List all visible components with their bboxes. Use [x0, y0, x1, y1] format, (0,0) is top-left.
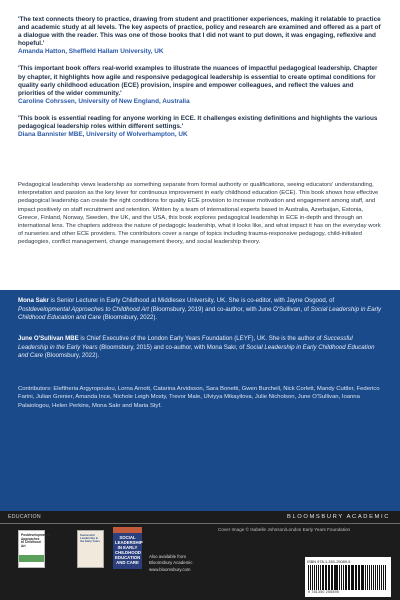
also-available-line: Also available from [149, 554, 187, 559]
barcode-bar [314, 565, 315, 590]
endorsement-text: 'This book is essential reading for anyone working in ECE. It challenges existing definitions and highlights the various pedagogical leadership roles within different settings.' [18, 114, 378, 131]
bio-text: (Bloomsbury, 2022). [101, 314, 158, 321]
barcode-bar [331, 565, 332, 590]
isbn-text: ISBN 978-1-350-25089-5 [307, 559, 351, 564]
book-title: Social Leadership in Early Childhood Education and Care [18, 343, 375, 359]
barcode-bar [308, 565, 309, 590]
barcode-bar [356, 565, 357, 590]
also-available-text [149, 554, 192, 565]
cover-credit: Cover Image © Isabelle Johnson/London Early Years Foundation [218, 527, 351, 532]
barcode-bars [308, 565, 388, 590]
bio-text: is Senior Lecturer in Early Childhood at Middlesex University, UK. She is co-editor, with Jayne Osgood, of [48, 297, 335, 304]
related-book-cover-2 [77, 530, 104, 568]
barcode-bar [325, 565, 326, 590]
barcode-bar [326, 565, 327, 590]
barcode-bar [322, 565, 324, 590]
endorsements [18, 16, 382, 148]
barcode-bar [358, 565, 360, 590]
related-book-title: SOCIAL LEADERSHIP IN EARLY CHILDHOOD EDUCATION AND CARE [115, 535, 143, 565]
bio-text: (Bloomsbury, 2022). [43, 352, 100, 359]
publisher-url: www.bloomsbury.com [149, 567, 191, 572]
endorsement-author: Diana Bannister MBE, University of Wolverhampton, UK [18, 131, 188, 139]
barcode [305, 557, 391, 597]
barcode-bar [318, 565, 319, 590]
book-description: Pedagogical leadership views leadership as something separate from formal authority or qualifications, seeing educators' understanding, interpretation and passion as the key lever for continuous improvement in early childhood education (ECE). This book shows how effective pedagogical leadership can create the right conditions for quality ECE provision to increase motivation and engagement among staff, and impact positively on staff recruitment and retention. Written by a team of international experts based in Australia, Azerbaijan, Estonia, Greece, Finland, Norway, Sweden, the UK, and the USA, this book explores pedagogical leadership in ECE in-depth and through an international lens. The chapters address the nature of pedagogic leadership, what it looks like, and what impact it has on the everyday work of nurseries and other ECE providers. The contributors cover a range of topics including trauma-responsive pedagogy, child-initiated pedagogies, conflict management, change management theory, and social leadership theory. [18, 182, 381, 246]
barcode-bar [385, 565, 386, 590]
barcode-bar [345, 565, 346, 590]
barcode-bar [336, 565, 338, 590]
author-bio-osullivan [18, 335, 382, 361]
endorsement-3 [18, 115, 382, 139]
barcode-bar [371, 565, 373, 590]
barcode-bar [375, 565, 376, 590]
barcode-bar [355, 565, 356, 590]
barcode-bar [316, 565, 318, 590]
barcode-bar [361, 565, 362, 590]
related-book-cover-3 [113, 527, 142, 569]
author-name: June O'Sullivan MBE [18, 335, 79, 342]
bio-text: is Chief Executive of the London Early Years Foundation (LEYF), UK. She is the author of [78, 335, 324, 342]
barcode-bar [381, 565, 383, 590]
barcode-bar [332, 565, 333, 590]
barcode-bar [352, 565, 354, 590]
bio-text: (Bloomsbury, 2015) and co-author, with Mona Sakr, of [97, 343, 247, 351]
barcode-bar [310, 565, 312, 590]
barcode-bar [339, 565, 340, 590]
barcode-bar [312, 565, 313, 590]
barcode-bar [383, 565, 384, 590]
category-label: EDUCATION [8, 514, 41, 520]
book-title: Social Leadership in Early Childhood Education and Care [18, 305, 382, 321]
bio-text: (Bloomsbury, 2019) and co-author, with June O'Sullivan, of [148, 305, 311, 313]
also-available-line: Bloomsbury Academic [149, 559, 193, 565]
barcode-digits: 9 781350 250895 [308, 590, 339, 594]
barcode-bar [351, 565, 352, 590]
related-book-cover-1 [18, 530, 51, 568]
cover-stripe [19, 555, 44, 562]
barcode-bar [328, 565, 330, 590]
barcode-bar [379, 565, 380, 590]
barcode-bar [377, 565, 379, 590]
contributors-list: Contributors: Eleftheria Argyropoulou, Lorna Arnott, Catarina Arvidsson, Sara Bonetti, Gwen Burchell, Nick Corlett, Mandy Cuttler, Federico Farini, Julian Grenier, Amanda Ince, Nichole Leigh Mosty, Trevor Male, Ulviyya Mikayilova, Julie Nicholson, June O'Sullivan, Ioanna Palaiologou, Helen Perkins, Mona Sakr and Maria Styf. [18, 386, 380, 409]
endorsement-text: 'This important book offers real-world examples to illustrate the nuances of impactful pedagogical leadership. Chapter by chapter, it highlights how agile and responsive pedagogical leadership is essential to create optimal conditions for quality early childhood education (ECE) provision, inspire and empower colleagues, and reflect the values and priorities of the wider community.' [18, 65, 378, 97]
related-book-title: Postdevelopmental Approaches to Childhood Art [21, 533, 51, 548]
barcode-bar [320, 565, 322, 590]
barcode-bar [365, 565, 367, 590]
barcode-bar [334, 565, 336, 590]
publisher-logo: BLOOMSBURY ACADEMIC [287, 514, 390, 520]
publisher-footer [0, 511, 400, 600]
barcode-bar [346, 565, 347, 590]
barcode-bar [341, 565, 343, 590]
barcode-bar [369, 565, 370, 590]
barcode-bar [343, 565, 344, 590]
footer-header [0, 511, 400, 524]
barcode-bar [362, 565, 364, 590]
cover-band [113, 527, 142, 533]
book-title: Successful Leadership in the Early Years [18, 335, 353, 351]
author-name: Mona Sakr [18, 297, 49, 304]
endorsement-author: Caroline Cohrssen, University of New England, Australia [18, 97, 190, 105]
barcode-bar [367, 565, 368, 590]
endorsement-text: 'The text connects theory to practice, drawing from student and practitioner experiences, making it relatable to practice and academic study at all levels. The key aspects of practice, policy and research are examined and offered as a part of a dialogue with the reader. This was one of those books that I did not want to put down, it was engaging, reflexive and hopeful.' [18, 16, 381, 48]
barcode-bar [348, 565, 350, 590]
author-bio-sakr [18, 297, 382, 323]
book-title: Postdevelopmental Approaches to Childhood Art [18, 305, 149, 313]
barcode-bar [373, 565, 374, 590]
endorsement-2 [18, 65, 382, 105]
endorsement-author: Amanda Hatton, Sheffield Hallam University, UK [18, 48, 164, 56]
related-book-title: Successful Leadership in the Early Years [80, 533, 101, 544]
endorsement-1 [18, 16, 382, 56]
